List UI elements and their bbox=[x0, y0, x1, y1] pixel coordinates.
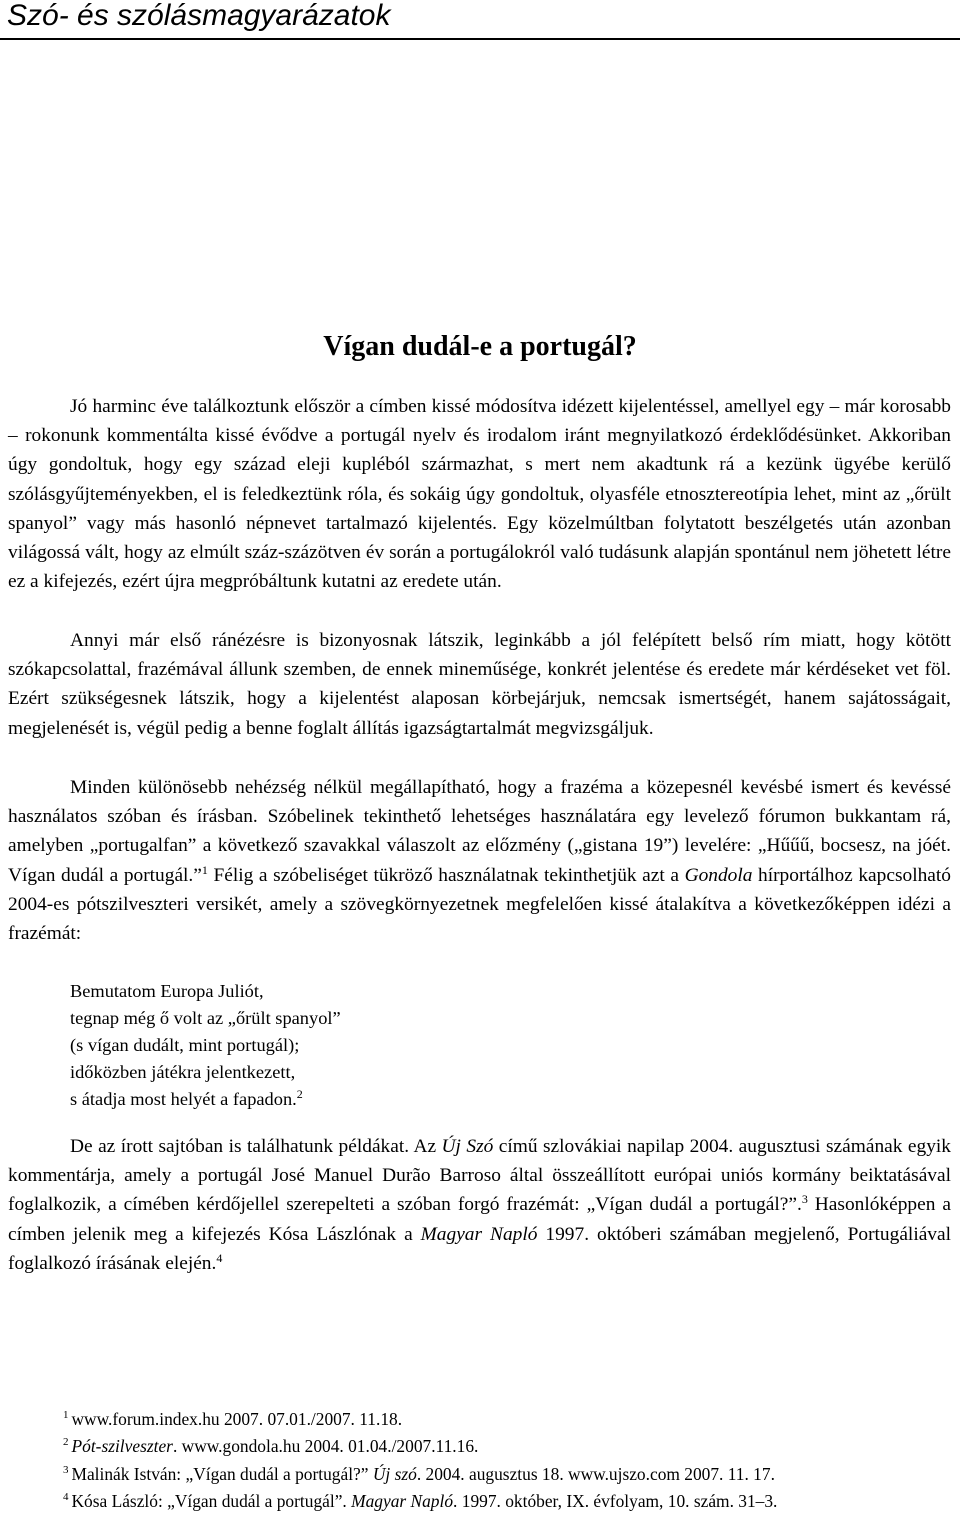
footnote-4 bbox=[63, 1488, 777, 1515]
paragraph-1 bbox=[8, 392, 951, 596]
magyar-naplo-italic: Magyar Napló bbox=[420, 1223, 538, 1245]
footnote-text: . 2004. augusztus 18. www.ujszo.com 2007. 11. 17. bbox=[416, 1463, 775, 1484]
paragraph-3-text-b: Félig a szóbeliséget tükröző használatnak tekinthetjük azt a bbox=[207, 864, 685, 886]
footnote-text: Kósa László: „Vígan dudál a portugál”. bbox=[71, 1490, 352, 1511]
footnote-italic: Új szó bbox=[372, 1463, 417, 1484]
quoted-poem bbox=[70, 978, 341, 1113]
poem-line: tegnap még ő volt az „őrült spanyol” bbox=[70, 1008, 341, 1028]
poem-line: (s vígan dudált, mint portugál); bbox=[70, 1035, 300, 1055]
paragraph-5-text-c: Hasonlóképpen a címben jelenik meg a kifejezés Kósa Lászlónak a bbox=[8, 1194, 951, 1245]
article-title: Vígan dudál-e a portugál? bbox=[323, 331, 637, 362]
footnote-italic: Magyar Napló bbox=[351, 1490, 454, 1511]
poem-line-last bbox=[70, 1086, 341, 1113]
paragraph-5-text-b: című szlovákiai napilap 2004. augusztusi számának egyik kommentárja, amely a portugál José Manuel Durão Barroso által összeállított európai uniós kormány beiktatásával foglalkozik, a címében kérdőjellel szerepelteti a szóban forgó frazémát: „Vígan dudál a portugál?”. bbox=[8, 1136, 951, 1216]
paragraph-2-text: Annyi már első ránézésre is bizonyosnak látszik, leginkább a jól felépített belső rím miatt, hogy kötött szókapcsolattal, frazémával állunk szemben, de ennek mineműsége, konkrét jelentése és eredete már kérdéseket vet föl. Ezért szükségesnek látszik, hogy a kijelentést alaposan körbejárjuk, nemcsak ismertségét, hanem sajátosságait, megjelenését is, végül pedig a benne foglalt állítás igazságtartalmát megvizsgáljuk. bbox=[8, 630, 951, 739]
paragraph-2 bbox=[8, 626, 951, 743]
footnote-text: . www.gondola.hu 2004. 01.04./2007.11.16. bbox=[172, 1436, 479, 1457]
footnote-text: www.forum.index.hu 2007. 07.01./2007. 11.18. bbox=[71, 1409, 403, 1429]
paragraph-5-text-a: De az írott sajtóban is találhatunk példákat. Az bbox=[70, 1136, 442, 1157]
uj-szo-italic: Új Szó bbox=[441, 1136, 494, 1157]
poem-line: Bemutatom Europa Juliót, bbox=[70, 981, 264, 1001]
footnote-1 bbox=[63, 1406, 777, 1433]
footnote-3 bbox=[63, 1461, 777, 1488]
running-header-title: Szó- és szólásmagyarázatok bbox=[7, 0, 391, 32]
paragraph-3-text-a: Minden különösebb nehézség nélkül megállapítható, hogy a frazéma a közepesnél kevésbé ismert és kevéssé használatos szóban és írásban. Szóbelinek tekinthető lehetséges használatára egy levelező fórumon bukkantam rá, amelyben „portugalfan” a következő szavakkal válaszolt az előzmény („gistana 19”) levelére: „Hűűű, bocsesz, na jóét. Vígan dudál a portugál.” bbox=[8, 777, 951, 886]
footnote-number: 3 bbox=[63, 1463, 69, 1476]
footnote-ref-3: 3 bbox=[801, 1192, 808, 1207]
footnote-ref-1: 1 bbox=[201, 862, 208, 877]
footnote-ref-2: 2 bbox=[296, 1087, 303, 1101]
footnote-number: 4 bbox=[63, 1490, 69, 1503]
poem-line: időközben játékra jelentkezett, bbox=[70, 1062, 296, 1082]
paragraph-3-text-c: hírportálhoz kapcsolható 2004-es pótszilveszteri versikét, amely a szövegkörnyezetnek megfelelően kissé átalakítva a következőképpen idézi a frazémát: bbox=[8, 864, 951, 945]
footnote-number: 2 bbox=[63, 1436, 69, 1449]
paragraph-5 bbox=[8, 1132, 951, 1278]
paragraph-3 bbox=[8, 773, 951, 948]
header-rule bbox=[0, 38, 960, 40]
footnotes bbox=[63, 1406, 777, 1515]
footnote-ref-4: 4 bbox=[216, 1250, 223, 1265]
footnote-text: Malinák István: „Vígan dudál a portugál?” bbox=[71, 1463, 373, 1484]
page-header bbox=[0, 0, 960, 44]
footnote-italic: Pót-szilveszter bbox=[71, 1436, 173, 1457]
footnote-text: . 1997. október, IX. évfolyam, 10. szám. 31–3. bbox=[453, 1490, 778, 1511]
paragraph-1-text: Jó harminc éve találkoztunk először a címben kissé módosítva idézett kijelentéssel, amellyel egy – már korosabb – rokonunk kommentálta kissé évődve a portugál nyelv és irodalom iránt megnyilatkozó érdeklődésünket. Akkoriban úgy gondoltuk, hogy egy század eleji kupléból származhat, s mert nem akadtunk rá a kezünk ügyébe kerülő szólásgyűjteményekben, el is feledkeztünk róla, és sokáig úgy gondoltuk, olyasféle etnosztereotípia lehet, mint az „őrült spanyol” vagy más hasonló népnevet tartalmazó kijelentés. Egy közelmúltban folytatott beszélgetés után azonban világossá vált, hogy az elmúlt száz-százötven év során a portugálokról való tudásunk alapján spontánul nem jöhetett létre ez a kifejezés, ezért újra megpróbáltunk kutatni az eredete után. bbox=[8, 396, 951, 593]
poem-line-text: s átadja most helyét a fapadon. bbox=[70, 1089, 297, 1109]
gondola-italic: Gondola bbox=[684, 864, 753, 886]
paragraph-5-text-d: 1997. októberi számában megjelenő, Portugáliával foglalkozó írásának elején. bbox=[8, 1223, 951, 1274]
footnote-number: 1 bbox=[63, 1409, 69, 1421]
footnote-2 bbox=[63, 1433, 777, 1460]
